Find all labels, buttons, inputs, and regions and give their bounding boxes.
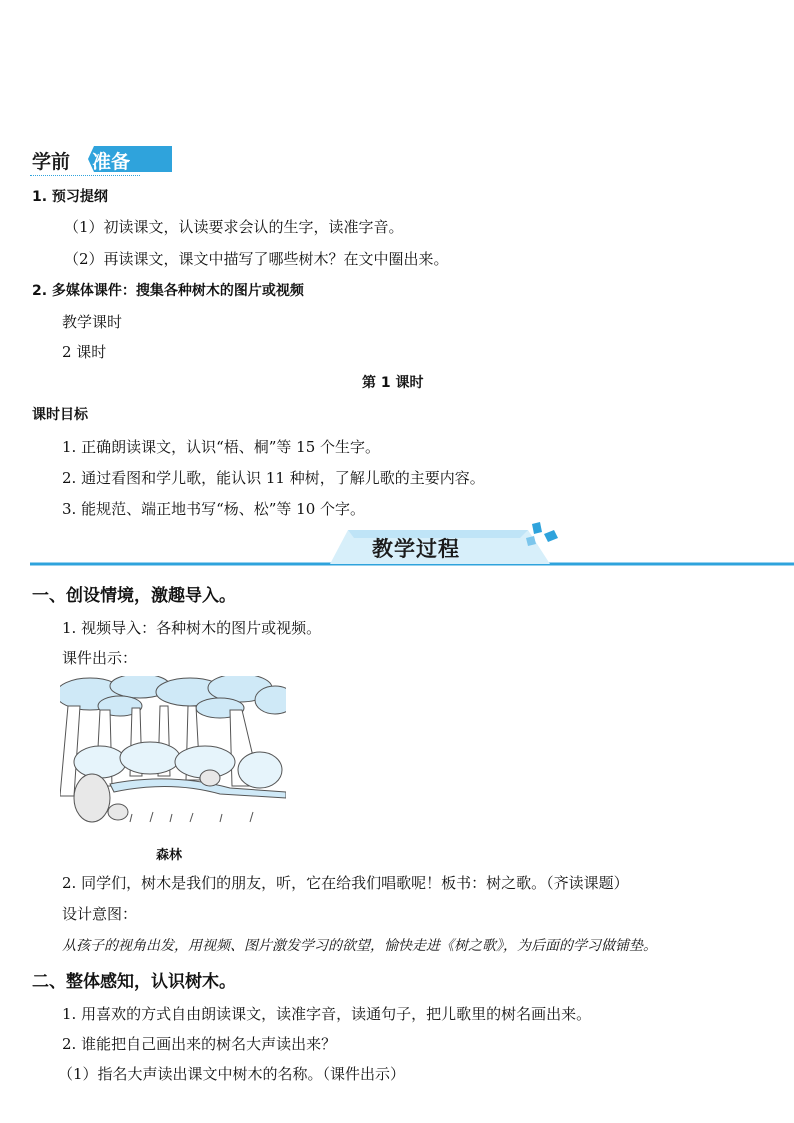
- part1-item-2: 2. 同学们，树木是我们的朋友，听，它在给我们唱歌呢！板书：树之歌。（齐读课题）: [62, 874, 629, 892]
- forest-caption: 森林: [156, 848, 183, 863]
- lesson1-title: 第 1 课时: [362, 375, 424, 391]
- process-title: 教学过程: [372, 537, 460, 561]
- part2-item-1: 1. 用喜欢的方式自由朗读课文，读准字音，读通句子，把儿歌里的树名画出来。: [62, 1005, 592, 1023]
- prep-divider: [30, 175, 140, 176]
- design-intent-text: 从孩子的视角出发，用视频、图片激发学习的欲望，愉快走进《树之歌》，为后面的学习做铺垫。: [62, 938, 657, 954]
- part1-item-1: 1. 视频导入：各种树木的图片或视频。: [62, 619, 322, 637]
- lesson-time-value: 2 课时: [62, 343, 107, 361]
- sec1-item-1: （1）初读课文，认读要求会认的生字，读准字音。: [64, 218, 404, 236]
- sec2-title: 2. 多媒体课件：搜集各种树木的图片或视频: [32, 283, 304, 299]
- part1-show-label: 课件出示：: [62, 649, 138, 667]
- goal-item-1: 1. 正确朗读课文，认识“梧、桐”等 15 个生字。: [62, 438, 381, 456]
- lesson-time-label: 教学课时: [62, 313, 123, 331]
- part2-title: 二、整体感知，认识树木。: [32, 972, 236, 992]
- goal-item-2: 2. 通过看图和学儿歌，能认识 11 种树，了解儿歌的主要内容。: [62, 469, 485, 487]
- prep-label-part1: 学前: [32, 151, 71, 173]
- part2-item-2: 2. 谁能把自己画出来的树名大声读出来？: [62, 1035, 337, 1053]
- sec1-title: 1. 预习提纲: [32, 189, 108, 205]
- prep-badge: [32, 144, 142, 174]
- design-intent-label: 设计意图：: [62, 905, 138, 923]
- forest-illustration: [60, 676, 286, 824]
- goal-item-3: 3. 能规范、端正地书写“杨、松”等 10 个字。: [62, 500, 366, 518]
- sec1-item-2: （2）再读课文，课文中描写了哪些树木？在文中圈出来。: [64, 250, 449, 268]
- prep-label-part2: 准备: [92, 151, 131, 173]
- goals-title: 课时目标: [32, 407, 88, 423]
- part2-item-3: （1）指名大声读出课文中树木的名称。（课件出示）: [58, 1065, 406, 1083]
- part1-title: 一、创设情境，激趣导入。: [32, 586, 236, 606]
